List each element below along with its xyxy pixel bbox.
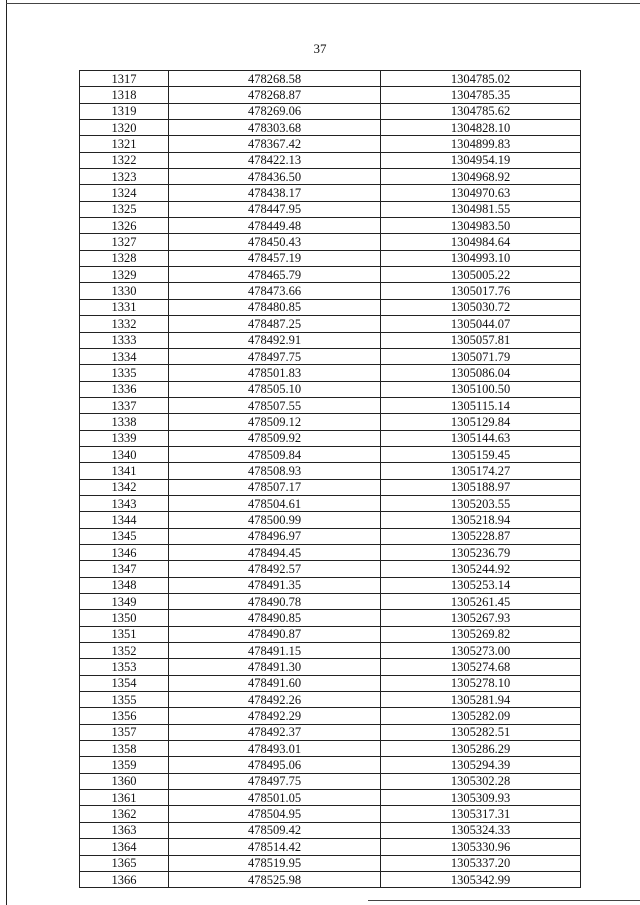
y-coordinate-cell: 1304983.50 [381, 218, 581, 234]
table-row [80, 561, 581, 577]
y-coordinate-cell: 1305129.84 [381, 414, 581, 430]
x-coordinate-cell: 478268.87 [169, 87, 381, 103]
y-coordinate-cell: 1305044.07 [381, 316, 581, 332]
x-coordinate-cell: 478465.79 [169, 267, 381, 283]
point-number-cell: 1358 [80, 741, 169, 757]
table-row [80, 643, 581, 659]
table-row [80, 871, 581, 887]
x-coordinate-cell: 478501.83 [169, 365, 381, 381]
table-row [80, 708, 581, 724]
table-row [80, 626, 581, 642]
table-row [80, 806, 581, 822]
y-coordinate-cell: 1305228.87 [381, 528, 581, 544]
y-coordinate-cell: 1305302.28 [381, 773, 581, 789]
x-coordinate-cell: 478268.58 [169, 71, 381, 87]
y-coordinate-cell: 1305274.68 [381, 659, 581, 675]
x-coordinate-cell: 478519.95 [169, 855, 381, 871]
y-coordinate-cell: 1305330.96 [381, 839, 581, 855]
table-row [80, 267, 581, 283]
point-number-cell: 1337 [80, 397, 169, 413]
x-coordinate-cell: 478436.50 [169, 169, 381, 185]
y-coordinate-cell: 1305337.20 [381, 855, 581, 871]
table-row [80, 430, 581, 446]
x-coordinate-cell: 478303.68 [169, 120, 381, 136]
y-coordinate-cell: 1304970.63 [381, 185, 581, 201]
point-number-cell: 1342 [80, 479, 169, 495]
table-row [80, 757, 581, 773]
y-coordinate-cell: 1304785.62 [381, 103, 581, 119]
x-coordinate-cell: 478480.85 [169, 299, 381, 315]
point-number-cell: 1333 [80, 332, 169, 348]
coordinates-table [79, 70, 581, 888]
table-row [80, 234, 581, 250]
x-coordinate-cell: 478491.30 [169, 659, 381, 675]
table-row [80, 218, 581, 234]
y-coordinate-cell: 1304984.64 [381, 234, 581, 250]
table-row [80, 136, 581, 152]
y-coordinate-cell: 1305017.76 [381, 283, 581, 299]
x-coordinate-cell: 478514.42 [169, 839, 381, 855]
x-coordinate-cell: 478367.42 [169, 136, 381, 152]
table-row [80, 414, 581, 430]
point-number-cell: 1350 [80, 610, 169, 626]
table-row [80, 71, 581, 87]
x-coordinate-cell: 478507.17 [169, 479, 381, 495]
table-row [80, 610, 581, 626]
x-coordinate-cell: 478492.91 [169, 332, 381, 348]
table-row [80, 594, 581, 610]
point-number-cell: 1334 [80, 348, 169, 364]
point-number-cell: 1362 [80, 806, 169, 822]
coordinates-table-body [80, 71, 581, 888]
x-coordinate-cell: 478495.06 [169, 757, 381, 773]
table-row [80, 250, 581, 266]
point-number-cell: 1332 [80, 316, 169, 332]
y-coordinate-cell: 1305273.00 [381, 643, 581, 659]
y-coordinate-cell: 1304981.55 [381, 201, 581, 217]
y-coordinate-cell: 1304954.19 [381, 152, 581, 168]
x-coordinate-cell: 478504.95 [169, 806, 381, 822]
point-number-cell: 1349 [80, 594, 169, 610]
table-row [80, 577, 581, 593]
x-coordinate-cell: 478492.57 [169, 561, 381, 577]
point-number-cell: 1326 [80, 218, 169, 234]
table-row [80, 675, 581, 691]
x-coordinate-cell: 478509.92 [169, 430, 381, 446]
point-number-cell: 1343 [80, 495, 169, 511]
y-coordinate-cell: 1304785.02 [381, 71, 581, 87]
table-row [80, 120, 581, 136]
y-coordinate-cell: 1305203.55 [381, 495, 581, 511]
point-number-cell: 1359 [80, 757, 169, 773]
point-number-cell: 1355 [80, 692, 169, 708]
x-coordinate-cell: 478447.95 [169, 201, 381, 217]
page-edge-left [6, 0, 7, 905]
y-coordinate-cell: 1305100.50 [381, 381, 581, 397]
y-coordinate-cell: 1305144.63 [381, 430, 581, 446]
y-coordinate-cell: 1305282.51 [381, 724, 581, 740]
y-coordinate-cell: 1304828.10 [381, 120, 581, 136]
table-row [80, 201, 581, 217]
y-coordinate-cell: 1305282.09 [381, 708, 581, 724]
x-coordinate-cell: 478505.10 [169, 381, 381, 397]
point-number-cell: 1366 [80, 871, 169, 887]
table-row [80, 152, 581, 168]
point-number-cell: 1345 [80, 528, 169, 544]
point-number-cell: 1330 [80, 283, 169, 299]
y-coordinate-cell: 1305057.81 [381, 332, 581, 348]
x-coordinate-cell: 478449.48 [169, 218, 381, 234]
table-row [80, 512, 581, 528]
table-row [80, 103, 581, 119]
table-row [80, 397, 581, 413]
x-coordinate-cell: 478422.13 [169, 152, 381, 168]
point-number-cell: 1354 [80, 675, 169, 691]
y-coordinate-cell: 1305324.33 [381, 822, 581, 838]
table-row [80, 544, 581, 560]
point-number-cell: 1331 [80, 299, 169, 315]
table-row [80, 381, 581, 397]
point-number-cell: 1335 [80, 365, 169, 381]
page-edge-top [6, 3, 640, 4]
table-row [80, 495, 581, 511]
table-row [80, 528, 581, 544]
x-coordinate-cell: 478497.75 [169, 773, 381, 789]
x-coordinate-cell: 478473.66 [169, 283, 381, 299]
x-coordinate-cell: 478497.75 [169, 348, 381, 364]
table-row [80, 169, 581, 185]
x-coordinate-cell: 478525.98 [169, 871, 381, 887]
point-number-cell: 1360 [80, 773, 169, 789]
x-coordinate-cell: 478490.87 [169, 626, 381, 642]
table-row [80, 855, 581, 871]
x-coordinate-cell: 478492.29 [169, 708, 381, 724]
table-row [80, 692, 581, 708]
point-number-cell: 1357 [80, 724, 169, 740]
x-coordinate-cell: 478457.19 [169, 250, 381, 266]
x-coordinate-cell: 478450.43 [169, 234, 381, 250]
table-row [80, 659, 581, 675]
table-row [80, 348, 581, 364]
point-number-cell: 1321 [80, 136, 169, 152]
point-number-cell: 1348 [80, 577, 169, 593]
x-coordinate-cell: 478269.06 [169, 103, 381, 119]
table-row [80, 316, 581, 332]
point-number-cell: 1338 [80, 414, 169, 430]
point-number-cell: 1327 [80, 234, 169, 250]
table-row [80, 463, 581, 479]
point-number-cell: 1365 [80, 855, 169, 871]
point-number-cell: 1339 [80, 430, 169, 446]
y-coordinate-cell: 1305342.99 [381, 871, 581, 887]
point-number-cell: 1325 [80, 201, 169, 217]
x-coordinate-cell: 478500.99 [169, 512, 381, 528]
y-coordinate-cell: 1305281.94 [381, 692, 581, 708]
point-number-cell: 1361 [80, 790, 169, 806]
point-number-cell: 1329 [80, 267, 169, 283]
point-number-cell: 1317 [80, 71, 169, 87]
page-edge-bottom [368, 900, 640, 901]
point-number-cell: 1319 [80, 103, 169, 119]
point-number-cell: 1356 [80, 708, 169, 724]
table-row [80, 446, 581, 462]
y-coordinate-cell: 1304968.92 [381, 169, 581, 185]
x-coordinate-cell: 478501.05 [169, 790, 381, 806]
y-coordinate-cell: 1305086.04 [381, 365, 581, 381]
y-coordinate-cell: 1305309.93 [381, 790, 581, 806]
y-coordinate-cell: 1305294.39 [381, 757, 581, 773]
x-coordinate-cell: 478491.60 [169, 675, 381, 691]
y-coordinate-cell: 1305317.31 [381, 806, 581, 822]
y-coordinate-cell: 1305218.94 [381, 512, 581, 528]
point-number-cell: 1322 [80, 152, 169, 168]
x-coordinate-cell: 478509.42 [169, 822, 381, 838]
point-number-cell: 1353 [80, 659, 169, 675]
y-coordinate-cell: 1304785.35 [381, 87, 581, 103]
point-number-cell: 1347 [80, 561, 169, 577]
y-coordinate-cell: 1305253.14 [381, 577, 581, 593]
y-coordinate-cell: 1305005.22 [381, 267, 581, 283]
point-number-cell: 1341 [80, 463, 169, 479]
point-number-cell: 1328 [80, 250, 169, 266]
table-row [80, 839, 581, 855]
x-coordinate-cell: 478494.45 [169, 544, 381, 560]
y-coordinate-cell: 1305244.92 [381, 561, 581, 577]
y-coordinate-cell: 1305115.14 [381, 397, 581, 413]
x-coordinate-cell: 478496.97 [169, 528, 381, 544]
table-row [80, 185, 581, 201]
y-coordinate-cell: 1305236.79 [381, 544, 581, 560]
point-number-cell: 1346 [80, 544, 169, 560]
table-row [80, 479, 581, 495]
x-coordinate-cell: 478491.35 [169, 577, 381, 593]
x-coordinate-cell: 478509.84 [169, 446, 381, 462]
x-coordinate-cell: 478490.78 [169, 594, 381, 610]
x-coordinate-cell: 478507.55 [169, 397, 381, 413]
y-coordinate-cell: 1305261.45 [381, 594, 581, 610]
table-row [80, 87, 581, 103]
y-coordinate-cell: 1305269.82 [381, 626, 581, 642]
x-coordinate-cell: 478492.26 [169, 692, 381, 708]
x-coordinate-cell: 478490.85 [169, 610, 381, 626]
point-number-cell: 1363 [80, 822, 169, 838]
point-number-cell: 1364 [80, 839, 169, 855]
x-coordinate-cell: 478509.12 [169, 414, 381, 430]
page-number: 37 [313, 41, 327, 56]
point-number-cell: 1336 [80, 381, 169, 397]
y-coordinate-cell: 1305286.29 [381, 741, 581, 757]
table-row [80, 724, 581, 740]
y-coordinate-cell: 1305278.10 [381, 675, 581, 691]
point-number-cell: 1318 [80, 87, 169, 103]
table-row [80, 741, 581, 757]
table-row [80, 299, 581, 315]
x-coordinate-cell: 478491.15 [169, 643, 381, 659]
point-number-cell: 1344 [80, 512, 169, 528]
point-number-cell: 1340 [80, 446, 169, 462]
point-number-cell: 1324 [80, 185, 169, 201]
y-coordinate-cell: 1304899.83 [381, 136, 581, 152]
x-coordinate-cell: 478438.17 [169, 185, 381, 201]
y-coordinate-cell: 1305267.93 [381, 610, 581, 626]
table-row [80, 332, 581, 348]
y-coordinate-cell: 1305159.45 [381, 446, 581, 462]
table-row [80, 790, 581, 806]
point-number-cell: 1320 [80, 120, 169, 136]
x-coordinate-cell: 478504.61 [169, 495, 381, 511]
table-row [80, 822, 581, 838]
x-coordinate-cell: 478492.37 [169, 724, 381, 740]
y-coordinate-cell: 1304993.10 [381, 250, 581, 266]
x-coordinate-cell: 478508.93 [169, 463, 381, 479]
point-number-cell: 1352 [80, 643, 169, 659]
x-coordinate-cell: 478493.01 [169, 741, 381, 757]
y-coordinate-cell: 1305071.79 [381, 348, 581, 364]
y-coordinate-cell: 1305174.27 [381, 463, 581, 479]
point-number-cell: 1323 [80, 169, 169, 185]
table-row [80, 365, 581, 381]
x-coordinate-cell: 478487.25 [169, 316, 381, 332]
table-row [80, 773, 581, 789]
point-number-cell: 1351 [80, 626, 169, 642]
y-coordinate-cell: 1305188.97 [381, 479, 581, 495]
y-coordinate-cell: 1305030.72 [381, 299, 581, 315]
table-row [80, 283, 581, 299]
